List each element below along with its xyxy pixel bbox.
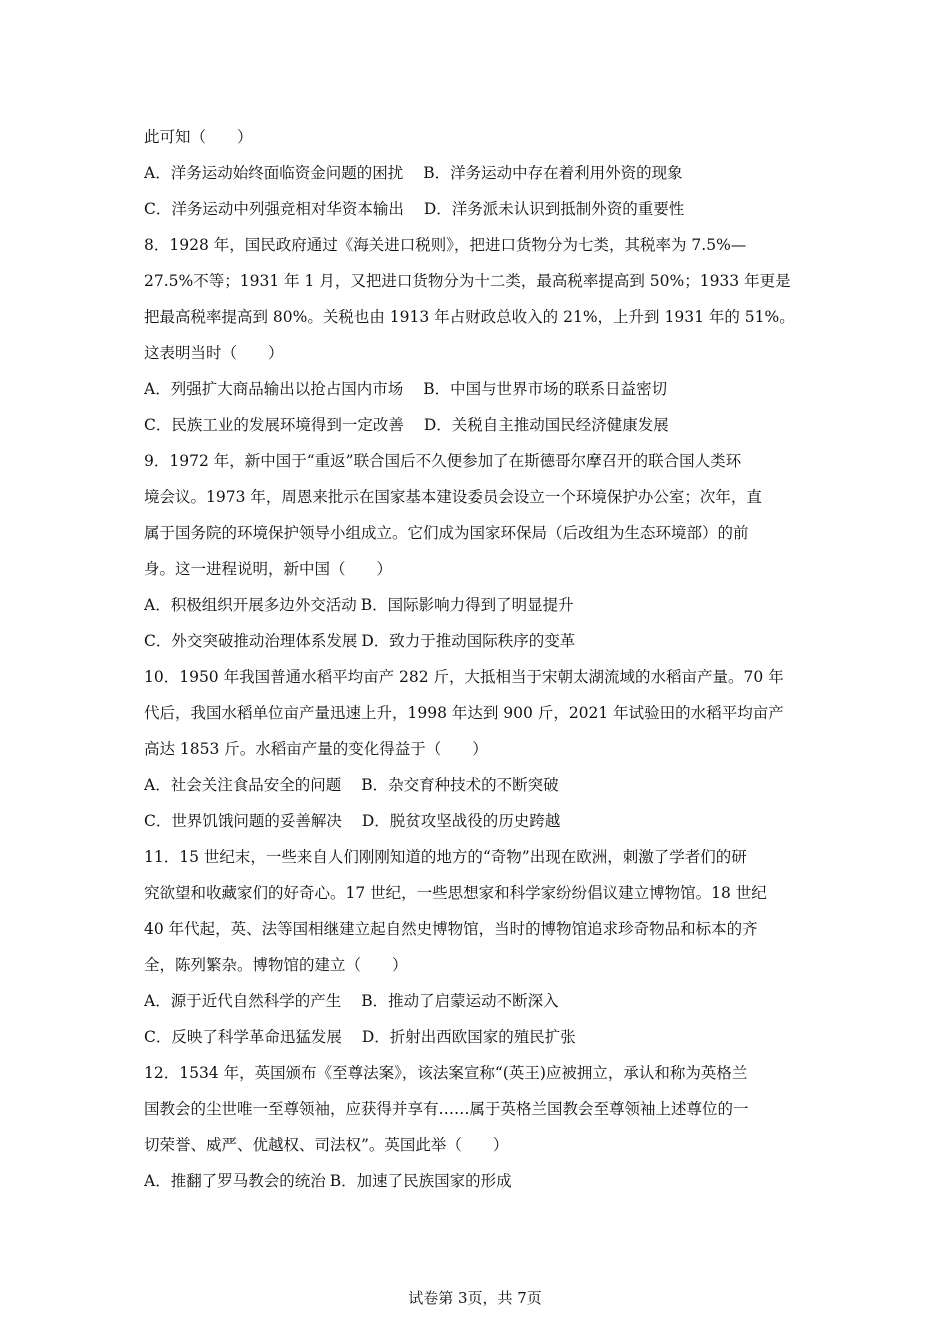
question-9-options-row-1 [144, 587, 808, 623]
question-9-option-b: B．国际影响力得到了明显提升 [360, 596, 574, 614]
question-8-stem-line: 27.5%不等；1931 年 1 月，又把进口货物分为十二类，最高税率提高到 50%；1933 年更是 [144, 272, 791, 290]
question-7-options-row-2 [144, 191, 808, 227]
question-12-stem-line: 国教会的尘世唯一至尊领袖，应获得并享有……属于英格兰国教会至尊领袖上述尊位的一 [144, 1100, 749, 1118]
question-11-option-b: B．推动了启蒙运动不断深入 [361, 992, 559, 1010]
question-12-option-b: B．加速了民族国家的形成 [329, 1172, 512, 1190]
question-8-stem-line: 8．1928 年，国民政府通过《海关进口税则》，把进口货物分为七类，其税率为 7.5%— [144, 236, 747, 254]
page-content [144, 119, 808, 1199]
question-12-stem-line: 切荣誉、威严、优越权、司法权”。英国此举（ ） [144, 1136, 509, 1154]
question-8-option-c: C．民族工业的发展环境得到一定改善 [144, 416, 404, 434]
question-10-option-b: B．杂交育种技术的不断突破 [361, 776, 559, 794]
question-11-stem-line: 11．15 世纪末，一些来自人们刚刚知道的地方的“奇物”出现在欧洲，刺激了学者们的研 [144, 848, 747, 866]
question-11-options-row-2 [144, 1019, 808, 1055]
question-7-option-b: B．洋务运动中存在着利用外资的现象 [423, 164, 683, 182]
question-11-option-d: D．折射出西欧国家的殖民扩张 [361, 1028, 576, 1046]
question-8-stem-line: 把最高税率提高到 80%。关税也由 1913 年占财政总收入的 21%，上升到 1931 年的 51%。 [144, 308, 795, 326]
question-7-option-a: A．洋务运动始终面临资金问题的困扰 [144, 164, 404, 182]
question-12-option-a: A．推翻了罗马教会的统治 [144, 1172, 326, 1190]
question-8-stem-line: 这表明当时（ ） [144, 344, 284, 362]
question-9-stem-line: 9．1972 年，新中国于“重返”联合国后不久便参加了在斯德哥尔摩召开的联合国人类环 [144, 452, 742, 470]
page-footer: 试卷第 3页，共 7页 [408, 1289, 542, 1307]
question-10-stem-line: 代后，我国水稻单位亩产量迅速上升，1998 年达到 900 斤，2021 年试验田的水稻平均亩产 [144, 704, 784, 722]
question-11-options-row-1 [144, 983, 808, 1019]
question-8-option-a: A．列强扩大商品输出以抢占国内市场 [144, 380, 404, 398]
question-9-stem-line: 身。这一进程说明，新中国（ ） [144, 560, 393, 578]
question-11-stem-line: 究欲望和收藏家们的好奇心。17 世纪，一些思想家和科学家纷纷倡议建立博物馆。18 世纪 [144, 884, 767, 902]
question-12-options-row-1 [144, 1163, 808, 1199]
question-8-options-row-2 [144, 407, 808, 443]
question-8-options-row-1 [144, 371, 808, 407]
question-9-stem-line: 属于国务院的环境保护领导小组成立。它们成为国家环保局（后改组为生态环境部）的前 [144, 524, 749, 542]
question-9-option-d: D．致力于推动国际秩序的变革 [361, 632, 576, 650]
question-7-option-d: D．洋务派未认识到抵制外资的重要性 [423, 200, 685, 218]
question-10-option-d: D．脱贫攻坚战役的历史跨越 [361, 812, 561, 830]
question-11-option-c: C．反映了科学革命迅猛发展 [144, 1028, 342, 1046]
question-9-stem-line: 境会议。1973 年，周恩来批示在国家基本建设委员会设立一个环境保护办公室；次年，直 [144, 488, 762, 506]
question-11-option-a: A．源于近代自然科学的产生 [144, 992, 342, 1010]
question-10-option-a: A．社会关注食品安全的问题 [144, 776, 342, 794]
question-11-stem-line: 全，陈列繁杂。博物馆的建立（ ） [144, 956, 408, 974]
question-9-option-c: C．外交突破推动治理体系发展 [144, 632, 358, 650]
question-10-stem-line: 10．1950 年我国普通水稻平均亩产 282 斤，大抵相当于宋朝太湖流域的水稻亩产量。70 年 [144, 668, 784, 686]
question-12-stem-line: 12．1534 年，英国颁布《至尊法案》，该法案宣称“(英王)应被拥立，承认和称为英格兰 [144, 1064, 748, 1082]
question-9-option-a: A．积极组织开展多边外交活动 [144, 596, 357, 614]
question-10-options-row-1 [144, 767, 808, 803]
question-11-stem-line: 40 年代起，英、法等国相继建立起自然史博物馆，当时的博物馆追求珍奇物品和标本的齐 [144, 920, 758, 938]
question-9-options-row-2 [144, 623, 808, 659]
question-7-option-c: C．洋务运动中列强竞相对华资本输出 [144, 200, 404, 218]
question-10-stem-line: 高达 1853 斤。水稻亩产量的变化得益于（ ） [144, 740, 488, 758]
question-10-options-row-2 [144, 803, 808, 839]
question-8-option-d: D．关税自主推动国民经济健康发展 [423, 416, 669, 434]
question-10-option-c: C．世界饥饿问题的妥善解决 [144, 812, 342, 830]
question-7-options-row-1 [144, 155, 808, 191]
question-8-option-b: B．中国与世界市场的联系日益密切 [423, 380, 668, 398]
question-7-stem-tail: 此可知（ ） [144, 128, 253, 146]
